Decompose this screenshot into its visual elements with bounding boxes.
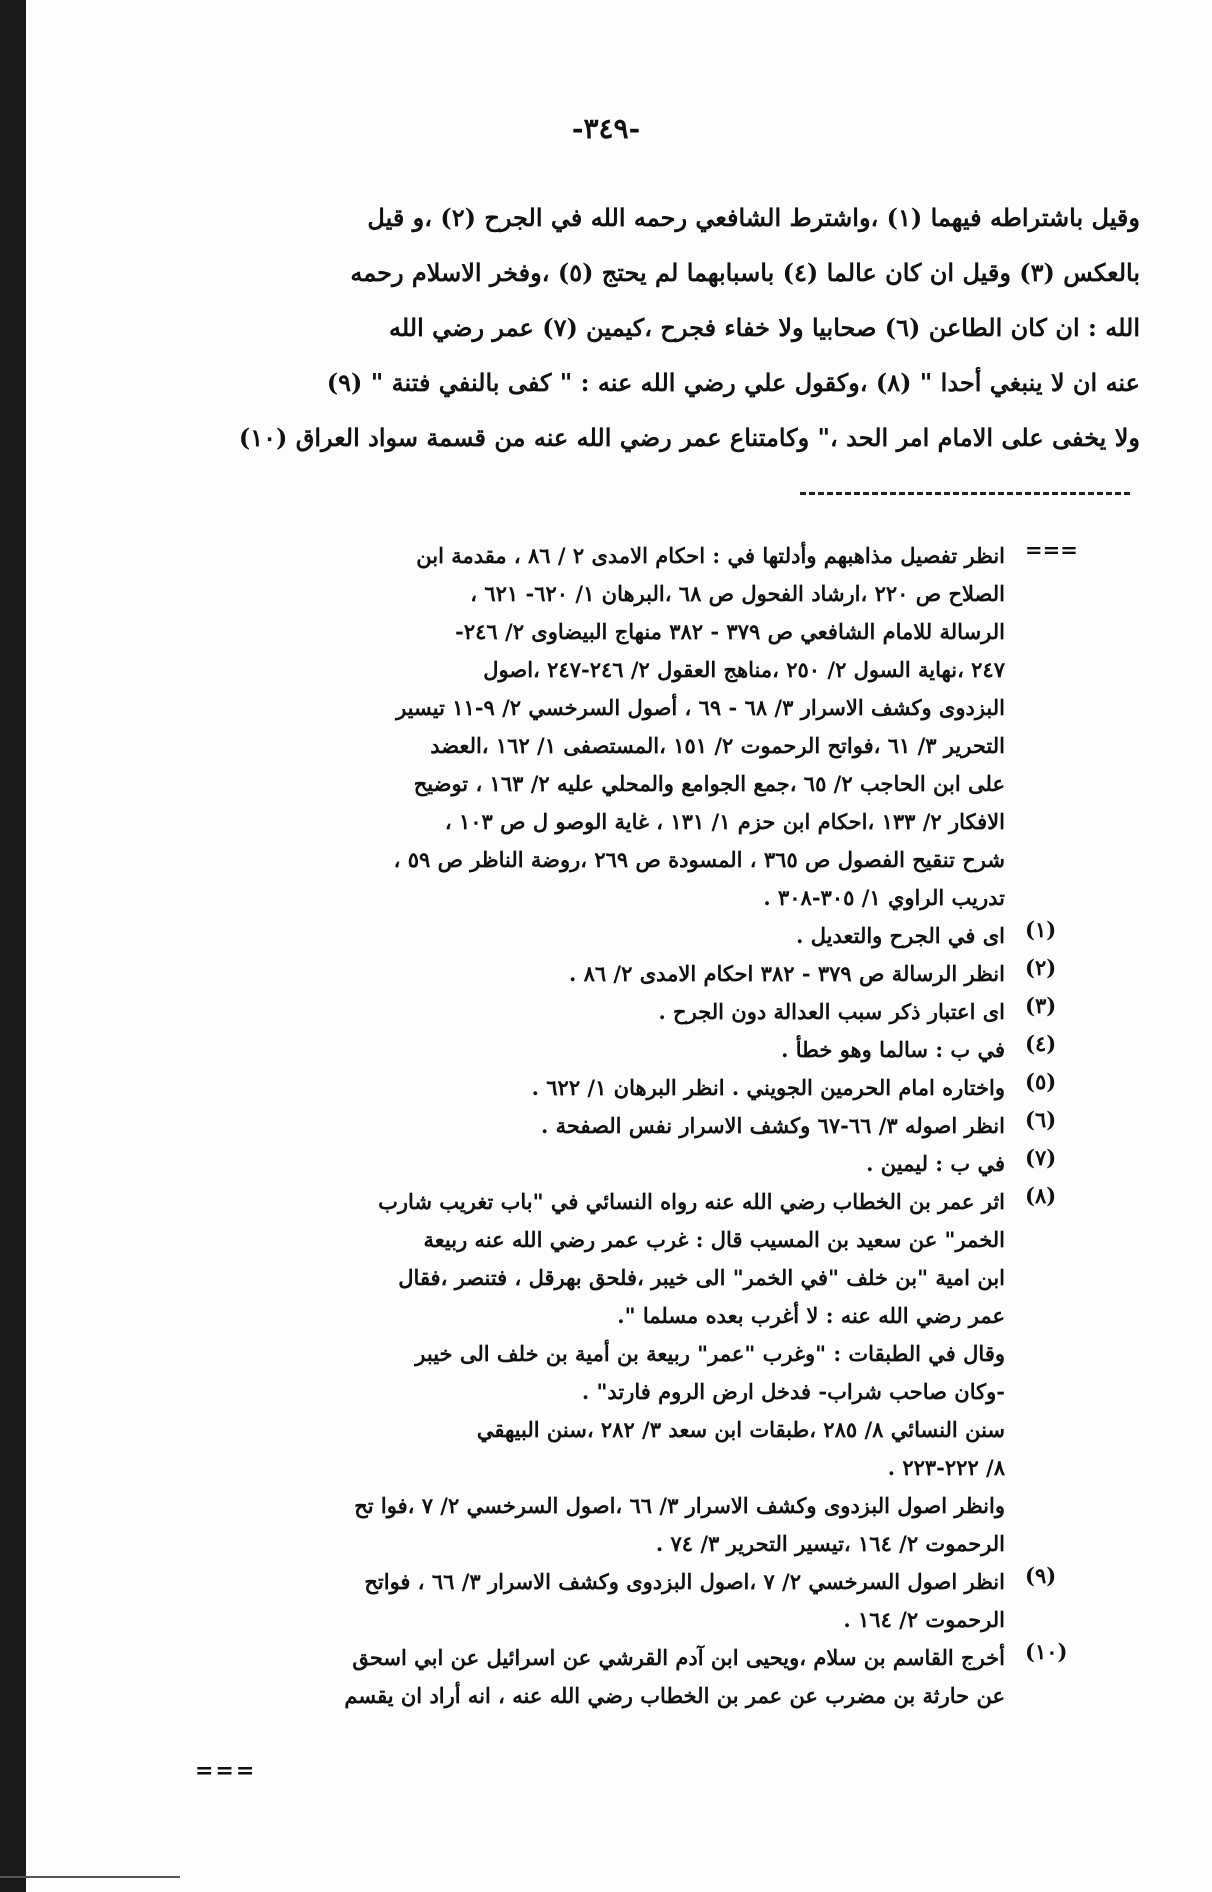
footnote-line: اى في الجرح والتعديل .: [796, 923, 1005, 948]
footnote-line: وانظر اصول البزدوى وكشف الاسرار ٣/ ٦٦ ،اصول السرخسي ٢/ ٧ ،فوا تح: [354, 1493, 1005, 1518]
scan-left-edge: [0, 0, 26, 1892]
end-marks: ===: [195, 1758, 257, 1784]
footnote-body: [160, 955, 1005, 993]
main-text-line: الله : ان كان الطاعن (٦) صحابيا ولا خفاء فجرح ،كيمين (٧) عمر رضي الله: [388, 313, 1140, 342]
footnote-line: اثر عمر بن الخطاب رضي الله عنه رواه النسائي في "باب تغريب شارب: [378, 1189, 1005, 1214]
footnote-line: أخرج القاسم بن سلام ،ويحيى ابن آدم القرشي عن اسرائيل عن ابي اسحق: [352, 1645, 1005, 1670]
footnote-line: ابن امية "بن خلف "في الخمر" الى خيبر ،فلحق بهرقل ، فتنصر ،فقال: [398, 1265, 1005, 1290]
footnote-body: [160, 1069, 1005, 1107]
footnote-line: الافكار ٢/ ١٣٣ ،احكام ابن حزم ١/ ١٣١ ، غاية الوصو ل ص ١٠٣ ،: [444, 809, 1005, 834]
footnote-8: [160, 1183, 1100, 1563]
footnote-3: [160, 993, 1100, 1031]
footnote-6: [160, 1107, 1100, 1145]
footnote-line: الرحموت ٢/ ١٦٤ .: [843, 1607, 1005, 1632]
footnote-body: [160, 1639, 1005, 1715]
footnote-line: الرسالة للامام الشافعي ص ٣٧٩ - ٣٨٢ منهاج البيضاوى ٢/ ٢٤٦-: [455, 619, 1005, 644]
footnote-line: انظر الرسالة ص ٣٧٩ - ٣٨٢ احكام الامدى ٢/ ٨٦ .: [568, 961, 1005, 986]
footnote-line: عن حارثة بن مضرب عن عمر بن الخطاب رضي الله عنه ، انه أراد ان يقسم: [344, 1683, 1005, 1708]
footnote-body: [160, 1145, 1005, 1183]
footnote-9: [160, 1563, 1100, 1639]
footnote-marker: (١٠): [1025, 1639, 1068, 1664]
footnote-line: في ب : سالما وهو خطأ .: [781, 1037, 1005, 1062]
footnote-line: شرح تنقيح الفصول ص ٣٦٥ ، المسودة ص ٢٦٩ ،روضة الناظر ص ٥٩ ،: [393, 847, 1005, 872]
footnote-line: التحرير ٣/ ٦١ ،فواتح الرحموت ٢/ ١٥١ ،المستصفى ١/ ١٦٢ ،العضد: [430, 733, 1005, 758]
footnote-body: [160, 537, 1005, 917]
footnote-body: [160, 1107, 1005, 1145]
footnote-body: [160, 1183, 1005, 1563]
footnote-line: الخمر" عن سعيد بن المسيب قال : غرب عمر رضي الله عنه ربيعة: [423, 1227, 1005, 1252]
footnote-line: -وكان صاحب شراب- فدخل ارض الروم فارتد" .: [581, 1379, 1005, 1404]
footnote-line: ٨/ ٢٢٢-٢٢٣ .: [887, 1455, 1005, 1480]
footnote-5: [160, 1069, 1100, 1107]
footnote-line: انظر اصول السرخسي ٢/ ٧ ،اصول البزدوى وكشف الاسرار ٣/ ٦٦ ، فواتح: [364, 1569, 1005, 1594]
footnote-marker: (٤): [1025, 1031, 1057, 1056]
footnote-line: انظر اصوله ٣/ ٦٦-٦٧ وكشف الاسرار نفس الصفحة .: [541, 1113, 1005, 1138]
footnote-body: [160, 1563, 1005, 1639]
footnote-line: واختاره امام الحرمين الجويني . انظر البرهان ١/ ٦٢٢ .: [531, 1075, 1005, 1100]
footnote-body: [160, 917, 1005, 955]
main-text-block: [205, 190, 1140, 465]
main-text-line: بالعكس (٣) وقيل ان كان عالما (٤) باسبابهما لم يحتج (٥) ،وفخر الاسلام رحمه: [350, 258, 1140, 287]
footnote-marker: (٢): [1025, 955, 1057, 980]
footnote-marker: ===: [1025, 537, 1078, 562]
footnote-marker: (٥): [1025, 1069, 1057, 1094]
footnote-7: [160, 1145, 1100, 1183]
footnote-line: البزدوى وكشف الاسرار ٣/ ٦٨ - ٦٩ ، أصول السرخسي ٢/ ٩-١١ تيسير: [396, 695, 1005, 720]
footnote-marker: (١): [1025, 917, 1057, 942]
footnote-body: [160, 1031, 1005, 1069]
footnote-marker: (٣): [1025, 993, 1057, 1018]
page-number: -٣٤٩-: [571, 112, 641, 145]
footnote-line: انظر تفصيل مذاهبهم وأدلتها في : احكام الامدى ٢ / ٨٦ ، مقدمة ابن: [416, 543, 1005, 568]
footnote-line: الرحموت ٢/ ١٦٤ ،تيسير التحرير ٣/ ٧٤ .: [655, 1531, 1005, 1556]
footnote-line: عمر رضي الله عنه : لا أغرب بعده مسلما ".: [617, 1303, 1005, 1328]
footnote-line: وقال في الطبقات : "وغرب "عمر" ربيعة بن أمية بن خلف الى خيبر: [415, 1341, 1005, 1366]
main-text-line: ولا يخفى على الامام امر الحد ،" وكامتناع عمر رضي الله عنه من قسمة سواد العراق (١٠): [238, 423, 1140, 452]
footnotes: [160, 537, 1100, 1715]
footnote-10: [160, 1639, 1100, 1715]
footnote-marker: (٩): [1025, 1563, 1057, 1588]
footnote-line: الصلاح ص ٢٢٠ ،ارشاد الفحول ص ٦٨ ،البرهان ١/ ٦٢٠- ٦٢١ ،: [470, 581, 1005, 606]
footnote-1: [160, 917, 1100, 955]
footnote-2: [160, 955, 1100, 993]
footnote-marker: (٨): [1025, 1183, 1057, 1208]
footnote-line: اى اعتبار ذكر سبب العدالة دون الجرح .: [658, 999, 1005, 1024]
footnote-body: [160, 993, 1005, 1031]
footnote-line: تدريب الراوي ١/ ٣٠٥-٣٠٨ .: [763, 885, 1005, 910]
footnote-line: في ب : ليمين .: [866, 1151, 1005, 1176]
main-text-line: عنه ان لا ينبغي أحدا " (٨) ،وكقول علي رضي الله عنه : " كفى بالنفي فتنة " (٩): [326, 368, 1140, 397]
footnote-marker: (٧): [1025, 1145, 1057, 1170]
footnote-line: ٢٤٧ ،نهاية السول ٢/ ٢٥٠ ،مناهج العقول ٢/ ٢٤٦-٢٤٧ ،اصول: [483, 657, 1005, 682]
footnote-general: [160, 537, 1100, 917]
footnote-marker: (٦): [1025, 1107, 1057, 1132]
footnote-separator: [800, 492, 1130, 495]
footnote-line: على ابن الحاجب ٢/ ٦٥ ،جمع الجوامع والمحلي عليه ٢/ ١٦٣ ، توضيح: [413, 771, 1005, 796]
main-text-line: وقيل باشتراطه فيهما (١) ،واشترط الشافعي رحمه الله في الجرح (٢) ،و قيل: [367, 203, 1140, 232]
scan-bottom-edge: [0, 1876, 180, 1878]
footnote-line: سنن النسائي ٨/ ٢٨٥ ،طبقات ابن سعد ٣/ ٢٨٢ ،سنن البيهقي: [476, 1417, 1005, 1442]
footnote-4: [160, 1031, 1100, 1069]
